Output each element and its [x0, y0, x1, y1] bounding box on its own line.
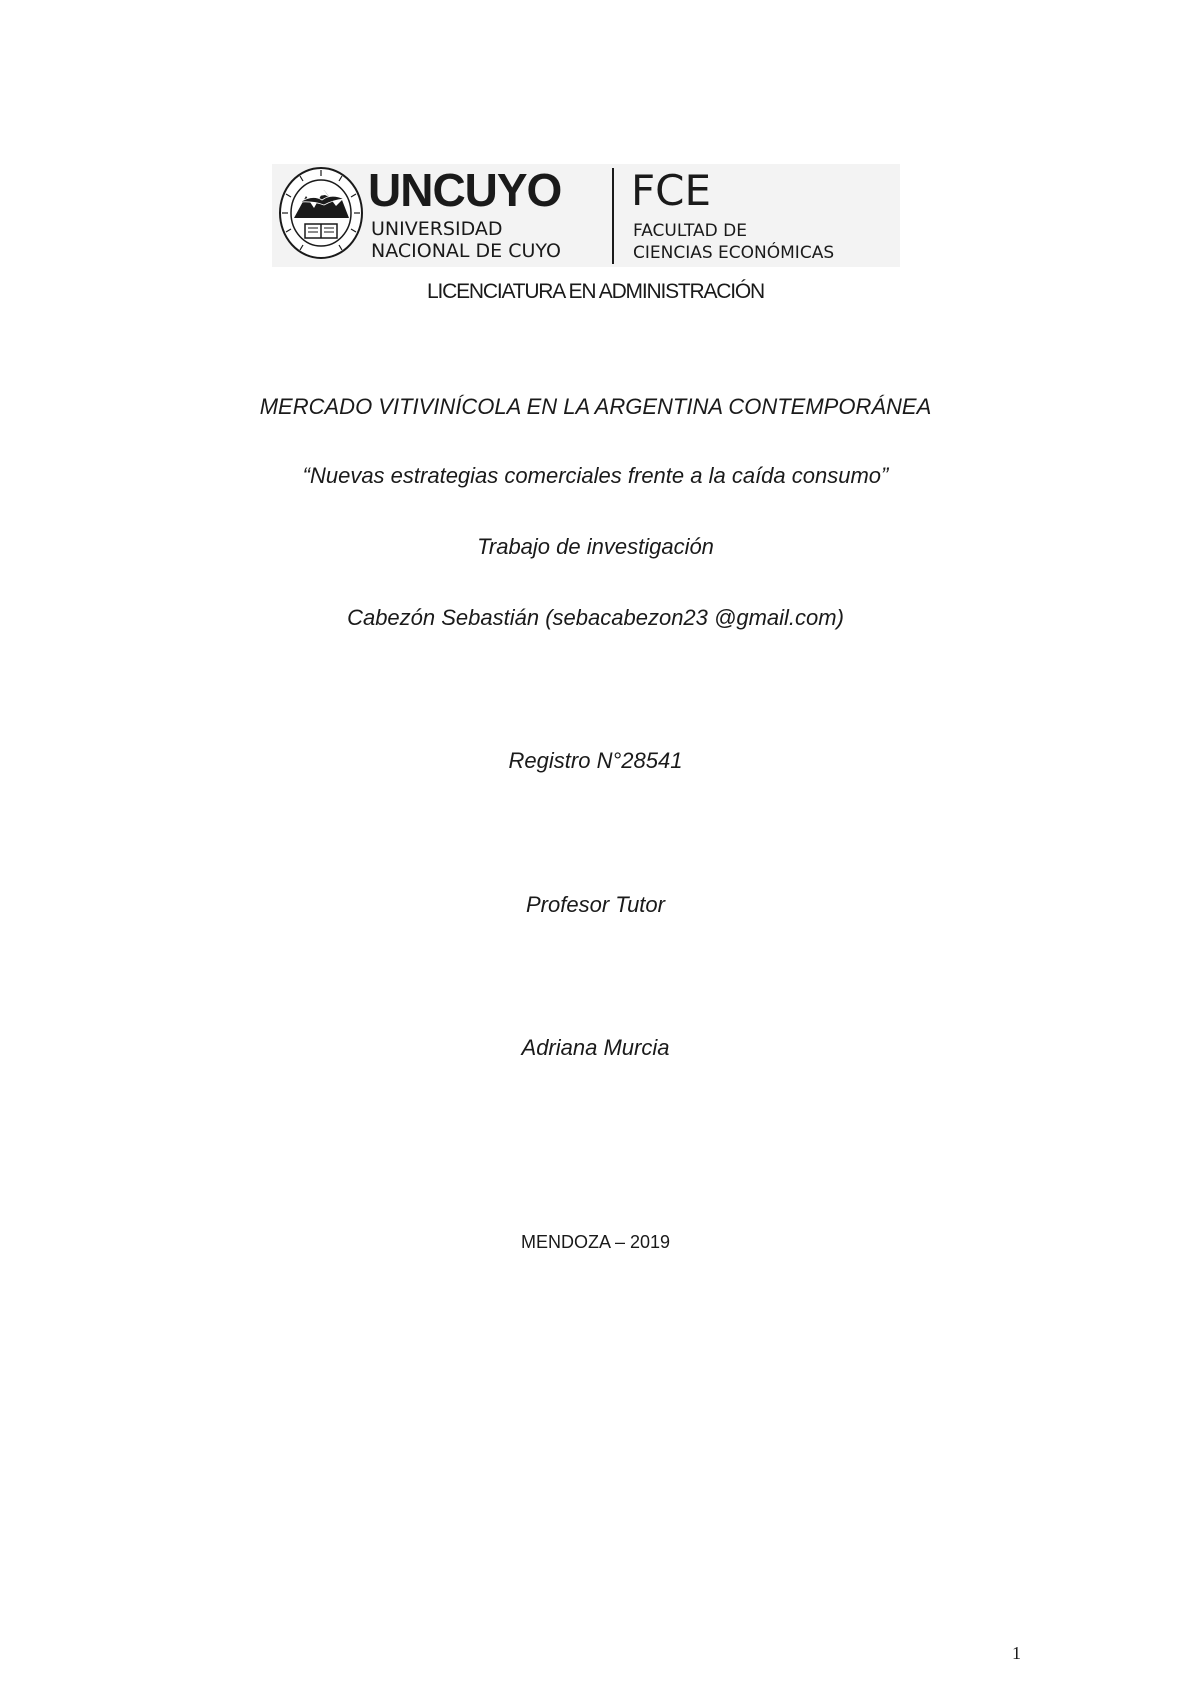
uncuyo-wordmark: UNCUYO [368, 164, 562, 216]
university-seal-icon [278, 166, 364, 260]
degree-program: LICENCIATURA EN ADMINISTRACIÓN [427, 280, 764, 303]
uncuyo-subtitle-line1: UNIVERSIDAD [371, 218, 503, 240]
thesis-title: MERCADO VITIVINÍCOLA EN LA ARGENTINA CONTEMPORÁNEA [259, 394, 932, 419]
fce-subtitle-line2: CIENCIAS ECONÓMICAS [633, 243, 835, 263]
author-line: Cabezón Sebastián (sebacabezon23 @gmail.com) [347, 605, 844, 630]
tutor-name: Adriana Murcia [521, 1035, 670, 1060]
uncuyo-subtitle [371, 218, 561, 262]
registration-number: Registro N°28541 [508, 748, 683, 773]
logo-divider [612, 168, 614, 264]
institution-logo [272, 164, 900, 267]
fce-subtitle-line1: FACULTAD DE [633, 221, 748, 241]
page-number: 1 [1012, 1643, 1021, 1663]
fce-wordmark: FCE [631, 166, 712, 215]
uncuyo-subtitle-line2: NACIONAL DE CUYO [371, 240, 561, 262]
tutor-label: Profesor Tutor [526, 892, 665, 917]
place-and-year: MENDOZA – 2019 [520, 1232, 671, 1252]
work-type: Trabajo de investigación [477, 534, 714, 559]
fce-subtitle [633, 220, 834, 264]
thesis-subtitle: “Nuevas estrategias comerciales frente a la caída consumo” [302, 463, 889, 488]
